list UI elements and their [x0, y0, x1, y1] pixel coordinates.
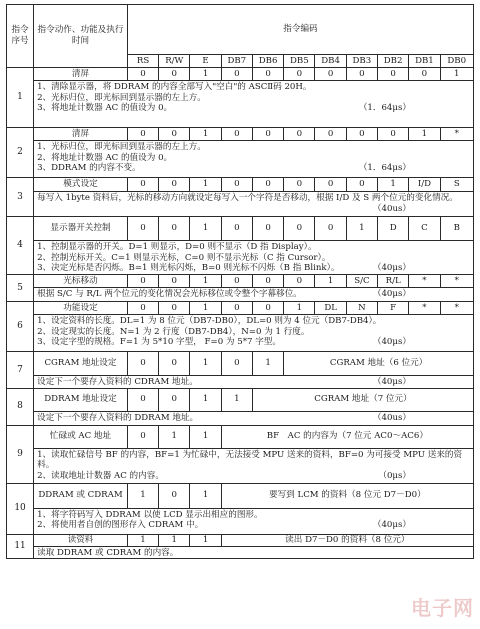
execution-time: （40μs） [372, 377, 411, 387]
description-text: 设定下一个要存入资料的 CDRAM 地址。 [37, 377, 198, 387]
execution-time: （40μs） [372, 337, 411, 347]
code-bit: 0 [252, 217, 283, 241]
code-bit: 1 [190, 483, 221, 508]
instruction-description [34, 81, 474, 128]
instruction-desc-row [7, 192, 474, 217]
instruction-desc-row [7, 315, 474, 352]
code-bit: S [440, 178, 473, 192]
code-bit: 0 [159, 178, 190, 192]
instruction-number: 11 [7, 534, 34, 559]
instruction-name: DDRAM 地址设定 [34, 388, 128, 411]
instruction-desc-row [7, 81, 474, 128]
instruction-description [34, 315, 474, 352]
code-bit: 0 [221, 302, 252, 315]
code-bit: 0 [221, 217, 252, 241]
code-bit: 1 [252, 352, 283, 376]
code-bit: 1 [190, 425, 221, 448]
code-bit: 1 [440, 68, 473, 81]
code-bit: 0 [127, 128, 158, 141]
code-bit: * [440, 275, 473, 288]
code-bit: B [440, 217, 473, 241]
instruction-row [7, 178, 474, 192]
code-bit: 1 [284, 302, 315, 315]
code-bit: D [378, 217, 409, 241]
execution-time: （40μs） [372, 263, 411, 273]
description-text: 1、光标归位，即光标回到显示器的左上方。 2、将地址计数器 AC 的值设为 0。 3、DDRAM 的内容不变。 [37, 142, 206, 173]
instruction-number: 8 [7, 388, 34, 425]
instruction-description [34, 288, 474, 302]
instruction-desc-row [7, 546, 474, 559]
description-text: 1、设定资料的长度。DL=1 为 8 位元（DB7-DB0），DL=0 则为 4 位元（DB7-DB4）。 2、设定现实的长度。N=1 为 2 行度（DB7-DB4），N=0 为 1 行度。 3、设定字型的规格。F=1 为 5*10 字型， F=0 为 5*7 字型。 [37, 316, 382, 347]
code-bit: 0 [315, 217, 346, 241]
description-text: 每写入 1byte 资料后，光标的移动方向就设定每写入一个字符是否移动，根据 I/D 及 S 两个位元的变化情况。 [37, 193, 458, 203]
execution-time: （40us） [372, 412, 411, 423]
header-col: E [190, 55, 221, 68]
code-bit: 0 [221, 128, 252, 141]
instruction-name: DDRAM 或 CDRAM [34, 483, 128, 508]
header-code: 指令编码 [127, 5, 473, 55]
instruction-number: 9 [7, 425, 34, 483]
code-bit: 0 [284, 128, 315, 141]
description-text: 1、将字符码写入 DDRAM 以使 LCD 显示出相应的图形。 2、将使用者自创的图形存入 CDRAM 中。 [37, 509, 263, 530]
header-col: R/W [159, 55, 190, 68]
code-bit: 0 [159, 352, 190, 376]
code-bit: 1 [315, 275, 346, 288]
code-bit: 0 [284, 275, 315, 288]
address-field: CGRAM 地址（6 位元） [284, 352, 474, 376]
code-bit: 0 [252, 275, 283, 288]
execution-time: （1．64μs） [358, 103, 411, 113]
instruction-description [34, 141, 474, 178]
instruction-number: 7 [7, 352, 34, 389]
code-bit: S/C [346, 275, 377, 288]
code-bit: 0 [127, 352, 158, 376]
watermark-logo [411, 592, 474, 621]
header-col: DB7 [221, 55, 252, 68]
instruction-name: 清屏 [34, 128, 128, 141]
instruction-description [34, 411, 474, 425]
code-bit: 0 [127, 275, 158, 288]
address-field: BF AC 的内容为（7 位元 AC0～AC6） [221, 425, 473, 448]
code-bit: 1 [190, 352, 221, 376]
instruction-name: 显示器开关控制 [34, 217, 128, 241]
execution-time: （40μs） [372, 520, 411, 530]
code-bit: I/D [409, 178, 440, 192]
code-bit: 0 [127, 425, 158, 448]
instruction-number: 3 [7, 178, 34, 217]
code-bit: 0 [159, 275, 190, 288]
code-bit: 0 [284, 68, 315, 81]
instruction-row [7, 128, 474, 141]
code-bit: 1 [127, 534, 158, 546]
instruction-row [7, 68, 474, 81]
code-bit: 0 [346, 128, 377, 141]
header-col: DB1 [409, 55, 440, 68]
code-bit: 0 [159, 388, 190, 411]
instruction-number: 4 [7, 217, 34, 275]
instruction-row [7, 352, 474, 376]
header-col: DB2 [378, 55, 409, 68]
code-bit: 1 [190, 178, 221, 192]
code-bit: 0 [159, 68, 190, 81]
code-bit: 0 [252, 68, 283, 81]
watermark-text: 电子网 [411, 596, 474, 620]
instruction-name: 功能设定 [34, 302, 128, 315]
code-bit: * [440, 302, 473, 315]
code-bit: 0 [159, 128, 190, 141]
instruction-row [7, 425, 474, 448]
lcd-instruction-table [6, 4, 474, 559]
description-text: 1、读取忙碌信号 BF 的内容，BF=1 为忙碌中，无法接受 MPU 送来的资料，BF=0 为可接受 MPU 送来的资料。 2、读取地址计数器 AC 的内容。 [37, 449, 463, 481]
instruction-desc-row [7, 508, 474, 534]
instruction-row [7, 217, 474, 241]
description-text: 读取 DDRAM 或 CDRAM 的内容。 [37, 547, 179, 558]
code-bit: 1 [190, 217, 221, 241]
code-bit: 0 [409, 68, 440, 81]
code-bit: 0 [127, 178, 158, 192]
instruction-number: 5 [7, 275, 34, 302]
code-bit: * [440, 128, 473, 141]
code-bit: 1 [409, 128, 440, 141]
code-bit: 1 [159, 425, 190, 448]
instruction-desc-row [7, 411, 474, 425]
code-bit: 0 [221, 68, 252, 81]
instruction-desc-row [7, 288, 474, 302]
instruction-name: CGRAM 地址设定 [34, 352, 128, 376]
execution-time: （40us） [372, 203, 411, 214]
code-bit: R/L [378, 275, 409, 288]
code-bit: 0 [315, 178, 346, 192]
code-bit: F [378, 302, 409, 315]
code-bit: 0 [252, 302, 283, 315]
code-bit: 0 [378, 68, 409, 81]
instruction-row [7, 534, 474, 546]
code-bit: 1 [190, 534, 221, 546]
execution-time: （40μs） [372, 289, 411, 299]
instruction-name: 模式设定 [34, 178, 128, 192]
code-bit: 1 [221, 388, 252, 411]
instruction-number: 2 [7, 128, 34, 178]
instruction-row [7, 483, 474, 508]
code-bit: 0 [252, 178, 283, 192]
header-col: DB3 [346, 55, 377, 68]
code-bit: 1 [190, 302, 221, 315]
instruction-name: 读资料 [34, 534, 128, 546]
code-bit: 1 [346, 217, 377, 241]
instruction-number: 10 [7, 483, 34, 534]
description-text: 1、控制显示器的开关。D=1 则显示，D=0 则不显示（D 指 Display）。 2、控制光标开关。C=1 则显示光标，C=0 则不显示光标（C 指 Cursor）。 3、决定光标是否闪烁。B=1 则光标闪烁，B=0 则光标不闪烁（B 指 Blink）。 [37, 242, 340, 273]
code-bit: 1 [190, 128, 221, 141]
code-bit: 0 [127, 302, 158, 315]
code-bit: 0 [127, 68, 158, 81]
code-bit: 0 [221, 178, 252, 192]
code-bit: 1 [190, 68, 221, 81]
code-bit: DL [315, 302, 346, 315]
instruction-row [7, 388, 474, 411]
code-bit: 0 [159, 217, 190, 241]
instruction-description [34, 508, 474, 534]
code-bit: 0 [284, 217, 315, 241]
code-bit: 0 [127, 217, 158, 241]
address-field: CGRAM 地址（7 位元） [252, 388, 473, 411]
instruction-desc-row [7, 376, 474, 389]
code-bit: 1 [190, 275, 221, 288]
description-text: 1、清除显示器，将 DDRAM 的内容全部写入"空白"的 ASCⅡ码 20H。 2、光标归位，即光标回到显示器的左上方。 3、将地址计数器 AC 的值设为 0。 [37, 82, 312, 113]
instruction-row [7, 275, 474, 288]
instruction-desc-row [7, 448, 474, 483]
execution-time: （1．64μs） [358, 163, 411, 173]
code-bit: 0 [127, 388, 158, 411]
header-col: RS [127, 55, 158, 68]
header-col: DB6 [252, 55, 283, 68]
instruction-description [34, 241, 474, 275]
address-field: 读出 D7－D0 的资料（8 位元） [221, 534, 473, 546]
header-col: DB5 [284, 55, 315, 68]
header-col: DB0 [440, 55, 473, 68]
code-bit: * [409, 302, 440, 315]
code-bit: 0 [378, 128, 409, 141]
execution-time: （0μs） [378, 470, 411, 481]
description-text: 设定下一个要存入资料的 DDRAM 地址。 [37, 412, 199, 423]
instruction-description [34, 546, 474, 559]
header-row [7, 5, 474, 55]
code-bit: 0 [252, 128, 283, 141]
instruction-description [34, 192, 474, 217]
code-bit: 1 [378, 178, 409, 192]
description-text: 根据 S/C 与 R/L 两个位元的变化情况会光标移位或令整个字幕移位。 [37, 289, 302, 299]
address-field: 要写到 LCM 的资料（8 位元 D7－D0） [221, 483, 473, 508]
instruction-description [34, 376, 474, 389]
instruction-desc-row [7, 241, 474, 275]
instruction-name: 光标移动 [34, 275, 128, 288]
instruction-number: 1 [7, 68, 34, 128]
code-bit: 0 [284, 178, 315, 192]
code-bit: 0 [221, 275, 252, 288]
code-bit: 0 [159, 302, 190, 315]
header-action: 指令动作、功能及执行时间 [34, 5, 128, 68]
code-bit: 0 [159, 483, 190, 508]
code-bit: 0 [346, 68, 377, 81]
code-bit: 1 [159, 534, 190, 546]
code-bit: 0 [221, 352, 252, 376]
code-bit: N [346, 302, 377, 315]
instruction-desc-row [7, 141, 474, 178]
code-bit: 0 [315, 68, 346, 81]
code-bit: 0 [315, 128, 346, 141]
code-bit: 1 [127, 483, 158, 508]
code-bit: * [409, 275, 440, 288]
code-bit: 1 [190, 388, 221, 411]
instruction-row [7, 302, 474, 315]
code-bit: 0 [346, 178, 377, 192]
instruction-name: 忙碌或 AC 地址 [34, 425, 128, 448]
instruction-description [34, 448, 474, 483]
header-col: DB4 [315, 55, 346, 68]
code-bit: C [409, 217, 440, 241]
instruction-number: 6 [7, 302, 34, 352]
header-seq: 指令序号 [7, 5, 34, 68]
instruction-name: 清屏 [34, 68, 128, 81]
